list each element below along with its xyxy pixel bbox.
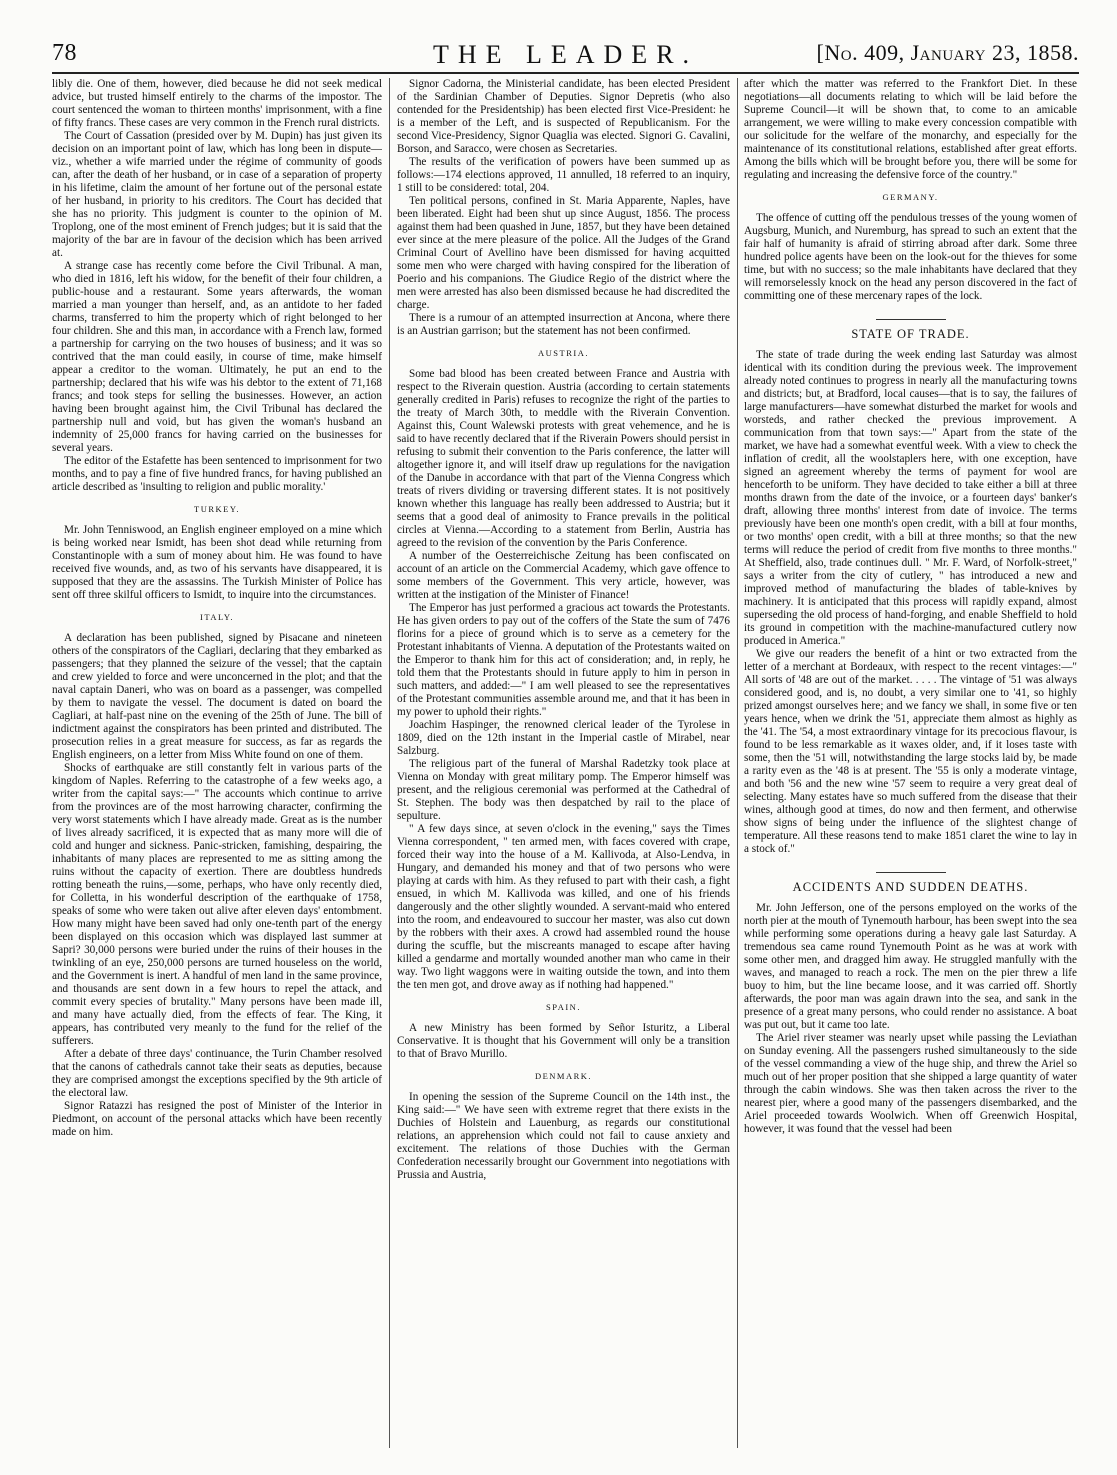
paragraph: The results of the verification of powers have been summed up as follows:—174 elections approved, 11 annulled, 18 referred to an inquiry, 1 still to be considered: total, 204. [397,156,730,194]
masthead-rule [52,72,1079,74]
paragraph: We give our readers the benefit of a hint or two extracted from the letter of a merchant at Bordeaux, with respect to the recent vintages:—" All sorts of '48 are out of the market. . . . . The vintage of '51 was always considered good, and is, no doubt, a very similar one to '41, so highly prized amongst ourselves here; and we fancy we shall, in some five or ten years hence, when we drink the '51, appreciate them almost as highly as the '41. The '54, a most extraordinary vintage for its precocious flavour, is found to be less remarkable as it waxes older, and, if it loses taste with some, then the '51 will, notwithstanding the large stocks laid by, be made a rarity even as the '48 is at present. The '55 is only a moderate vintage, and both '56 and the new wine '57 seem to require a very great deal of selecting. Many estates have so much suffered from the disease that their wines, although good at times, do now and then ferment, and otherwise show signs of being under the influence of the slightest change of temperature. All these reasons tend to make 1851 claret the wine to lay in a stock of." [744,648,1077,855]
paragraph: Signor Ratazzi has resigned the post of Minister of the Interior in Piedmont, on account of the personal attacks which have been recently made on him. [52,1100,382,1138]
paragraph: after which the matter was referred to the Frankfort Diet. In these negotiations—all documents relating to which will be laid before the Supreme Council—it will be shown that, to come to an amicable arrangement, we were willing to make every concession compatible with our solicitude for the welfare of the monarchy, and especially for the maintenance of its constitutional relations, established after great efforts. Among the bills which will be brought before you, there will be some for regulating and increasing the defensive force of the country." [744,78,1077,181]
section-title-accidents: ACCIDENTS AND SUDDEN DEATHS. [792,880,1029,894]
paper-title: THE LEADER. [432,40,699,69]
section-heading-denmark: DENMARK. [534,1071,593,1081]
section-divider [876,872,946,873]
section-heading-turkey: TURKEY. [194,504,240,514]
paragraph: A strange case has recently come before the Civil Tribunal. A man, who died in 1816, left his widow, for the benefit of their four children, a public-house and a restaurant. Some years afterwards, the woman married a man younger than herself, and, as an antidote to her faded charms, transferred to him the property which of right belonged to her four children. She and this man, in accordance with a French law, formed a partnership for carrying on the two houses of business; and it was so contrived that the man could easily, in course of time, make himself appear a creditor to the woman. Ultimately, he put an end to the partnership; declared that his wife was his debtor to the extent of 71,168 francs; and took steps for selling the businesses. However, an action having been brought against him, the Civil Tribunal has declared the partnership null and void, but has given the woman's husband an indemnity of 25,000 francs for having carried on the businesses for several years. [52,260,382,454]
paragraph: Ten political persons, confined in St. Maria Apparente, Naples, have been liberated. Eight had been shut up since August, 1856. The process against them had been quashed in June, 1857, but they have been detained ever since at the mere pleasure of the police. All the Judges of the Grand Criminal Court of Avellino have been dismissed for having acquitted some men who were charged with having conspired for the liberation of Poerio and his companions. The Giudice Regio of the district where the men were arrested has also been dismissed because he had discredited the charge. [397,195,730,311]
section-heading-austria: AUSTRIA. [538,348,589,358]
paragraph: " A few days since, at seven o'clock in the evening," says the Times Vienna correspondent, " ten armed men, with faces covered with crape, forced their way into the house of a M. Kallivoda, at Also-Lendva, in Hungary, and demanded his money and that of two persons who were playing at cards with him. As they refused to part with their cash, a fight ensued, in which M. Kallivoda was killed, and one of his friends dangerously and the other slightly wounded. A servant-maid who entered into the room, and endeavoured to succour her master, was also cut down by the robbers with their axes. A crowd had assembled round the house during the scuffle, but the miscreants managed to escape after having killed a gendarme and mortally wounded another man who came in their way. Two light waggons were in waiting outside the town, and into them the ten men got, and drove away as if nothing had happened." [397,823,730,991]
section-heading-italy: ITALY. [200,612,234,622]
section-heading-germany: GERMANY. [882,192,939,202]
paragraph: A new Ministry has been formed by Señor Isturitz, a Liberal Conservative. It is thought that his Government will only be a transition to that of Bravo Murillo. [397,1022,730,1060]
paragraph: Shocks of earthquake are still constantly felt in various parts of the kingdom of Naples. Referring to the catastrophe of a few weeks ago, a writer from the capital says:—" The accounts which continue to arrive from the provinces are of the most harrowing character, confirming the very worst statements which I have already made. Great as is the number of lives already sacrificed, it is expected that as many more will die of cold and hunger and sickness. Panic-stricken, famishing, despairing, the inhabitants of many places are represented to me as sitting among the ruins without the capacity of exertion. There are doubtless hundreds rotting beneath the ruins,—some, perhaps, who have only recently died, for Colletta, in his wonderful description of the earthquake of 1758, speaks of some who were taken out alive after eleven days' entombment. How many might have been saved had only one-tenth part of the energy been displayed on this occasion which was displayed last summer at Sapri? 30,000 persons were buried under the ruins of their houses in the twinkling of an eye, 250,000 persons are turned houseless on the world, and the Government is inert. A handful of men land in the same province, and thousands are sent down in a few hours to repel the attack, and commit every species of brutality." Many persons have been made ill, and many have actually died, from the effects of fear. The King, it appears, has contributed very meanly to the fund for the relief of the sufferers. [52,762,382,1047]
column-2 [397,78,730,1448]
column-rule [389,78,390,1448]
paragraph: Signor Cadorna, the Ministerial candidate, has been elected President of the Sardinian Chamber of Deputies. Signor Depretis (who also contended for the Presidentship) has been elected first Vice-President: he is a member of the Left, and is suspected of Republicanism. For the second Vice-Presidency, Signor Quaglia was elected. Signori G. Cavalini, Borson, and Saracco, were chosen as Secretaries. [397,78,730,155]
masthead [52,38,1079,72]
paragraph: A number of the Oesterreichische Zeitung has been confiscated on account of an article on the Commercial Academy, which gave offence to some members of the Government. This very article, however, was written at the instigation of the Minister of Finance! [397,550,730,601]
paragraph: In opening the session of the Supreme Council on the 14th inst., the King said:—" We have seen with extreme regret that there exists in the Duchies of Holstein and Lauenburg, as regards our constitutional relations, an apprehension which could not fail to cause anxiety and excitement. The relations of those Duchies with the German Confederation necessarily brought our Government into negotiations with Prussia and Austria, [397,1091,730,1181]
paragraph: A declaration has been published, signed by Pisacane and nineteen others of the conspirators of the Cagliari, declaring that they embarked as passengers; that they planned the seizure of the vessel; that the captain and crew yielded to force and were unconcerned in the plot; and that the naval captain Daneri, who was on board as a passenger, was compelled by them to navigate the vessel. The document is dated on board the Cagliari, at half-past nine on the evening of the 25th of June. The bill of indictment against the conspirators has been printed and distributed. The prosecution relies in a great measure for success, as far as regards the English engineers, on a letter from Miss White found on one of them. [52,632,382,761]
column-rule [737,78,738,1448]
paragraph: Mr. John Tenniswood, an English engineer employed on a mine which is being worked near Ismidt, has been shot dead while returning from Constantinople with a sum of money about him. He was found to have received five wounds, and, as two of his servants have disappeared, it is supposed that they are the assassins. The Turkish Minister of Police has sent off three skilful officers to Ismidt, to inquire into the circumstances. [52,524,382,601]
paragraph: Some bad blood has been created between France and Austria with respect to the Riverain question. Austria (according to certain statements generally credited in Paris) refuses to recognize the right of the parties to the treaty of March 30th, to meddle with the Riverain Convention. Against this, Count Walewski protests with great vehemence, and he is said to have recently declared that if the Riverain Powers should persist in refusing to submit their convention to the Paris conference, the latter will altogether ignore it, and will itself draw up regulations for the navigation of the Danube in accordance with that part of the Vienna Congress which treats of rivers dividing or traversing different states. It is not positively known whether this language has really been addressed to Austria; but it seems that a good deal of animosity to France prevails in the political circles at Vienna.—According to a statement from Berlin, Austria has agreed to the revision of the convention by the Paris Conference. [397,368,730,549]
section-title-trade: STATE OF TRADE. [851,327,970,341]
paragraph: libly die. One of them, however, died because he did not seek medical advice, but trusted himself entirely to the charms of the impostor. The court sentenced the woman to thirteen months' imprisonment, with a fine of fifty francs. These cases are very common in the French rural districts. [52,78,382,129]
paragraph: The offence of cutting off the pendulous tresses of the young women of Augsburg, Munich, and Nuremburg, has spread to such an extent that the fair half of humanity is afraid of stirring abroad after dark. Some three hundred police agents have been on the look-out for the thieves for some time, but with no success; so the male inhabitants have declared that they will remorselessly knock on the head any person discovered in the fact of committing one of these mercenary rapes of the lock. [744,212,1077,302]
paragraph: The Ariel river steamer was nearly upset while passing the Leviathan on Sunday evening. All the passengers rushed simultaneously to the side of the vessel commanding a view of the huge ship, and threw the Ariel so much out of her proper position that she shipped a large quantity of water through the cabin windows. She was then taken across the river to the nearest pier, where a good many of the passengers disembarked, and the Ariel proceeded towards Woolwich. When off Greenwich Hospital, however, it was found that the vessel had been [744,1032,1077,1135]
paragraph: The Court of Cassation (presided over by M. Dupin) has just given its decision on an important point of law, which has long been in dispute—viz., whether a wife married under the régime of community of goods can, after the death of her husband, or in case of a separation of property in his lifetime, claim the amount of her fortune out of the personal estate of her husband, in priority to his creditors. The Court has decided that she has no priority. This judgment is counter to the opinion of M. Troplong, one of the most eminent of French judges; but it is said that the majority of the bar are in favour of the decision which has been arrived at. [52,130,382,259]
section-divider [876,319,946,320]
paragraph: The editor of the Estafette has been sentenced to imprisonment for two months, and to pay a fine of five hundred francs, for having published an article described as 'insulting to religion and public morality.' [52,455,382,493]
paragraph: The religious part of the funeral of Marshal Radetzky took place at Vienna on Monday with great military pomp. The Emperor himself was present, and the religious ceremonial was performed at the Cathedral of St. Stephen. The body was then despatched by rail to the place of sepulture. [397,758,730,822]
paragraph: There is a rumour of an attempted insurrection at Ancona, where there is an Austrian garrison; but the statement has not been confirmed. [397,312,730,337]
paragraph: Joachim Haspinger, the renowned clerical leader of the Tyrolese in 1809, died on the 12th instant in the Imperial castle of Mirabel, near Salzburg. [397,719,730,757]
paragraph: The state of trade during the week ending last Saturday was almost identical with its condition during the previous week. The improvement already noted continues to progress in nearly all the manufacturing towns and districts; but, at Bradford, local causes—that is to say, the failures of large manufacturers—have somewhat disturbed the market for wools and worsteds, and rather checked the previous improvement. A communication from that town says:—" Apart from the state of the market, we have had a somewhat eventful week. With a view to check the inflation of credit, all the woolstaplers here, with one exception, have signed an agreement whereby the terms of payment for wool are henceforth to be uniform. They have decided to take either a bill at three months drawn from the date of the invoice, or a fourteen days' banker's draft, allowing three months' interest from date of invoice. The terms previously have been one month's open credit, with a bill at four months, or two months' open credit, with a bill at three months; so that the new terms will reduce the period of credit from five months to three months." At Sheffield, also, trade continues dull. " Mr. F. Ward, of Norfolk-street," says a writer from the city of cutlery, " has introduced a new and improved method of manufacturing the blades of table-knives by machinery. It is anticipated that this process will rapidly expand, almost superseding the old process of hand-forging, and enable Sheffield to hold its ground in competition with the machine-manufactured cutlery now produced in America." [744,349,1077,647]
issue-info: [No. 409, January 23, 1858. [816,40,1079,65]
column-3 [744,78,1077,1448]
paragraph: The Emperor has just performed a gracious act towards the Protestants. He has given orders to pay out of the coffers of the State the sum of 7476 florins for a piece of ground which is to serve as a cemetery for the Protestant inhabitants of Vienna. A deputation of the Protestants waited on the Emperor to thank him for this act of consideration; and, in reply, he told them that the Protestants should in future apply to him in person in such matters, and added:—" I am well pleased to see the representatives of the Protestant communities assemble around me, and that it has been in my power to uphold their rights." [397,602,730,718]
page-number: 78 [52,40,77,66]
paragraph: After a debate of three days' continuance, the Turin Chamber resolved that the canons of cathedrals cannot take their seats as deputies, because they are comprised amongst the exceptions specified by the 9th article of the electoral law. [52,1048,382,1099]
column-1 [52,78,382,1448]
paragraph: Mr. John Jefferson, one of the persons employed on the works of the north pier at the mouth of Tynemouth harbour, has been swept into the sea while performing some operations during a heavy gale last Saturday. A tremendous sea came round Tynemouth Point as he was at work with some other men, and dragged him away. He struggled manfully with the waves, and managed to reach a rock. The men on the pier threw a life buoy to him, but the line became loose, and it was carried off. Shortly afterwards, the poor man was again drawn into the sea, and sank in the presence of a great many persons, who could render no assistance. A boat was put out, but it came too late. [744,902,1077,1031]
section-heading-spain: SPAIN. [546,1002,581,1012]
